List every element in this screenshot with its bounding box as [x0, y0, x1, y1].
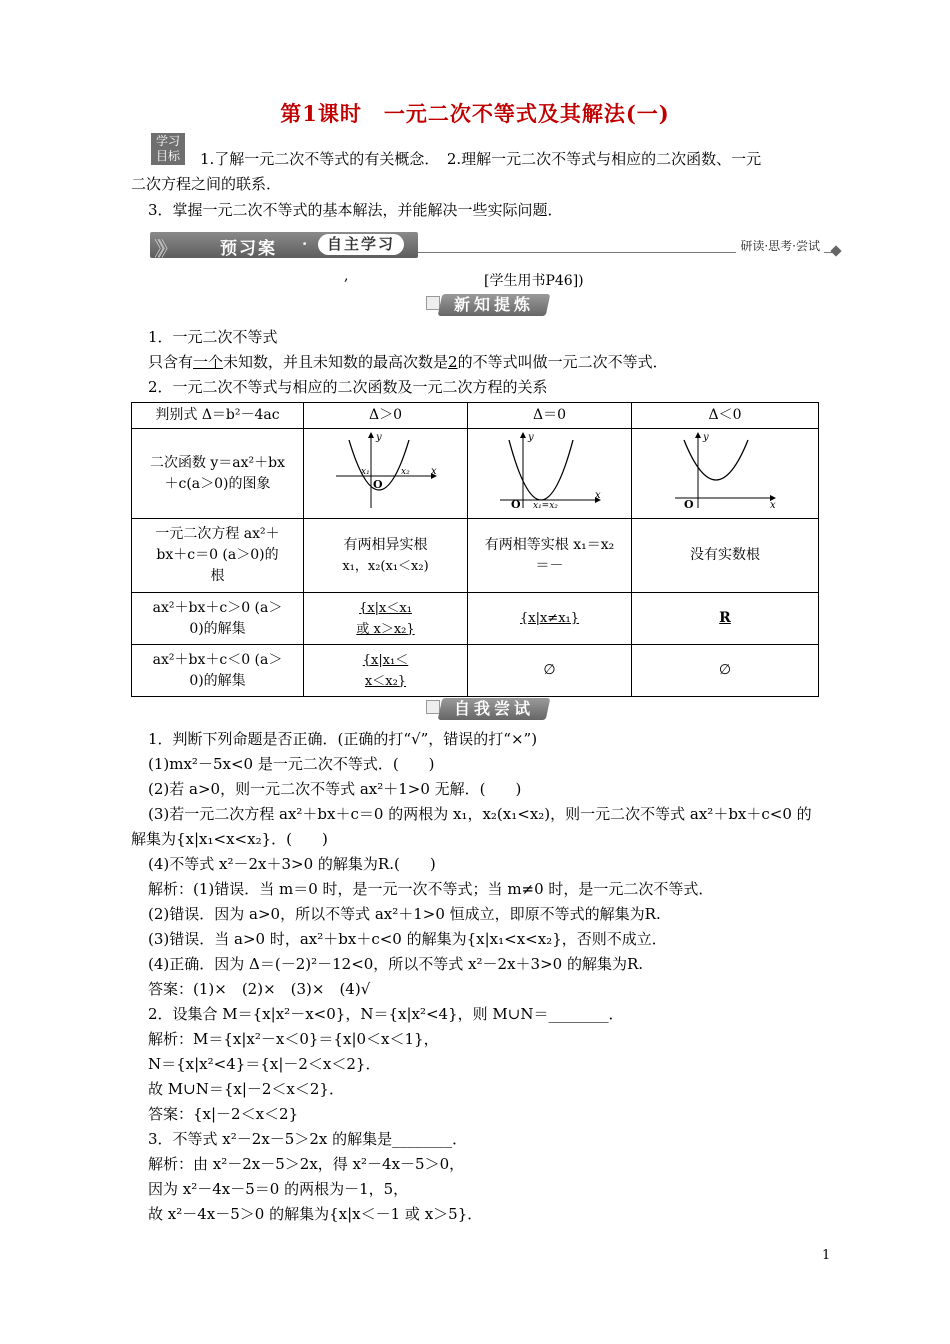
parabola-one-root-graph [495, 430, 605, 510]
gt-two-line-2: 或 x＞x₂} [356, 621, 415, 637]
graph-label-line-2: ＋c(a＞0)的图象 [164, 475, 271, 492]
exercise-line: 解析：M＝{x|x²－x＜0}＝{x|0＜x＜1}， [148, 1030, 439, 1048]
student-book-ref: [学生用书P46]) [484, 273, 584, 289]
def-post: 的不等式叫做一元二次不等式． [457, 353, 668, 371]
page-number: 1 [822, 1248, 831, 1263]
x12-label: x₁=x₂ [532, 501, 558, 510]
exercise-line: 解集为{x|x₁<x<x₂}．( ) [131, 830, 328, 848]
goals-line-1: 1.了解一元二次不等式的有关概念． 2.理解一元二次不等式与相应的二次函数、一元 [200, 150, 762, 168]
roots-equal-line-1: 有两相等实根 x₁＝x₂ [484, 536, 615, 553]
table-cell: 没有实数根 [632, 519, 819, 593]
parabola-curve [509, 440, 573, 500]
table-header-cell: Δ＞0 [304, 403, 468, 429]
goals-line-2: 二次方程之间的联系． [131, 175, 282, 193]
section-heading-text: 自我尝试 [454, 699, 535, 718]
banner-label: 预习案 [220, 239, 277, 259]
double-chevron-icon: 》》 [154, 237, 172, 261]
exercise-line: 因为 x²－4x－5＝0 的两根为－1，5， [148, 1180, 409, 1198]
section1-h1: 1．一元二次不等式 [148, 328, 278, 346]
roots-label-line-2: bx＋c＝0 (a＞0)的 [156, 547, 279, 563]
x-label: x [594, 490, 601, 501]
table-cell [468, 519, 632, 593]
lt-label-line-1: ax²＋bx＋c＜0 (a＞ [152, 651, 283, 668]
y-label: y [527, 432, 534, 443]
y-arrow-icon [368, 432, 374, 438]
def-blank-2: 2 [448, 353, 458, 371]
table-cell: ∅ [468, 645, 632, 697]
table-header-cell: Δ＝0 [468, 403, 632, 429]
table-row [132, 403, 819, 429]
roots-label-line-3: 根 [210, 568, 225, 584]
exercise-line: 2．设集合 M＝{x|x²－x<0}，N＝{x|x²<4}，则 M∪N＝________． [148, 1005, 624, 1023]
diamond-icon [830, 245, 841, 256]
exercise-line: 故 M∪N＝{x|－2＜x＜2}． [148, 1080, 344, 1098]
definition-line [148, 350, 668, 374]
table-cell [632, 429, 819, 519]
origin-label: O [372, 478, 383, 491]
roots-label-line-1: 一元二次方程 ax²＋ [155, 526, 280, 542]
y-label: y [703, 432, 709, 443]
parabola-no-root-graph [670, 430, 780, 510]
page-title: 第1课时 一元二次不等式及其解法(一) [280, 101, 670, 126]
table-cell: ∅ [632, 645, 819, 697]
section-heading-text: 新知提炼 [454, 295, 535, 314]
table-row [132, 645, 819, 697]
exercise-line: (3)若一元二次方程 ax²＋bx＋c＝0 的两根为 x₁，x₂(x₁<x₂)，则一元二次不等式 ax²＋bx＋c<0 的 [148, 805, 812, 823]
exercise-line: 解析：由 x²－2x－5＞2x，得 x²－4x－5＞0， [148, 1155, 465, 1173]
banner-label-2: 自主学习 [318, 234, 404, 255]
goals-line-3: 3．掌握一元二次不等式的基本解法，并能解决一些实际问题． [148, 201, 563, 219]
parabola-curve [684, 440, 748, 480]
x1-label: x₁ [360, 467, 370, 477]
exercise-line: 故 x²－4x－5＞0 的解集为{x|x＜－1 或 x＞5}． [148, 1205, 483, 1223]
def-pre: 只含有 [148, 353, 194, 371]
lt-two-line-2: x＜x₂} [364, 673, 407, 689]
roots-equal-line-2: ＝－ [535, 557, 564, 574]
section-tab-icon [426, 296, 440, 310]
roots-two-line-2: x₁，x₂(x₁＜x₂) [342, 558, 429, 574]
lt-label-line-2: 0)的解集 [189, 672, 246, 689]
y-label: y [375, 432, 382, 443]
exercise-line: 答案：(1)× (2)× (3)× (4)√ [148, 980, 371, 998]
table-cell: {x|x≠x₁} [468, 593, 632, 645]
exercise-line: 3．不等式 x²－2x－5＞2x 的解集是________． [148, 1130, 468, 1148]
table-cell: R [632, 593, 819, 645]
exercise-line: (2)若 a>0，则一元二次不等式 ax²＋1>0 无解．( ) [148, 780, 522, 798]
table-cell [132, 519, 304, 593]
y-arrow-icon [695, 432, 701, 438]
origin-label: O [510, 498, 521, 510]
exercise-line: (1)mx²－5x<0 是一元二次不等式．( ) [148, 755, 435, 773]
learning-goals-badge [151, 133, 185, 165]
exercise-line: (2)错误．因为 a>0，所以不等式 ax²＋1>0 恒成立，即原不等式的解集为R. [148, 905, 661, 923]
section-heading-self-try [438, 698, 551, 720]
roots-two-line-1: 有两相异实根 [343, 536, 428, 553]
exercise-line: N＝{x|x²<4}＝{x|－2＜x＜2}． [148, 1055, 381, 1073]
parabola-two-roots-graph [331, 430, 441, 510]
exercise-line: 答案：{x|－2＜x＜2} [148, 1105, 299, 1123]
banner-dot: · [302, 235, 308, 253]
exercise-line: 解析：(1)错误．当 m＝0 时，是一元一次不等式；当 m≠0 时，是一元二次不等式． [148, 880, 714, 898]
x-label: x [430, 466, 437, 477]
student-book-comma: , [344, 268, 349, 284]
table-header-cell: 判别式 Δ＝b²－4ac [132, 403, 304, 429]
origin-label: O [684, 498, 694, 510]
graph-label-line-1: 二次函数 y＝ax²＋bx [149, 454, 286, 471]
preview-banner [150, 232, 840, 261]
table-cell [304, 429, 468, 519]
section1-h2: 2．一元二次不等式与相应的二次函数及一元二次方程的关系 [148, 378, 548, 396]
def-blank-1: 一个 [193, 353, 224, 371]
x2-label: x₂ [400, 467, 410, 477]
y-arrow-icon [520, 432, 526, 438]
lt-two-line-1: {x|x₁＜ [362, 652, 409, 668]
table-cell [304, 519, 468, 593]
gt-label-line-1: ax²＋bx＋c＞0 (a＞ [152, 599, 283, 616]
table-header-cell: Δ＜0 [632, 403, 819, 429]
badge-line-2: 目标 [155, 149, 180, 163]
exercise-line: 1．判断下列命题是否正确．(正确的打“√”，错误的打“×”) [148, 730, 538, 748]
table-row [132, 593, 819, 645]
exercise-line: (4)正确．因为 Δ＝(－2)²－12<0，所以不等式 x²－2x＋3>0 的解集为R. [148, 955, 644, 973]
table-cell [304, 593, 468, 645]
table-row [132, 429, 819, 519]
table-cell [132, 593, 304, 645]
table-cell [304, 645, 468, 697]
exercise-line: (3)错误．当 a>0 时，ax²＋bx＋c<0 的解集为{x|x₁<x<x₂}，否则不成立． [148, 930, 667, 948]
banner-right-text: 研读·思考·尝试 [736, 237, 824, 254]
section-heading-new-knowledge [438, 294, 551, 316]
badge-line-1: 学习 [155, 134, 180, 148]
gt-label-line-2: 0)的解集 [189, 620, 246, 637]
exercise-line: (4)不等式 x²－2x＋3>0 的解集为R.( ) [148, 855, 436, 873]
table-cell [132, 429, 304, 519]
table-cell [132, 645, 304, 697]
table-cell [468, 429, 632, 519]
relationship-table [131, 402, 819, 697]
def-mid: 未知数，并且未知数的最高次数是 [223, 353, 449, 371]
x-label: x [770, 500, 776, 510]
section-tab-icon [426, 700, 440, 714]
table-row [132, 519, 819, 593]
gt-two-line-1: {x|x＜x₁ [359, 600, 412, 616]
